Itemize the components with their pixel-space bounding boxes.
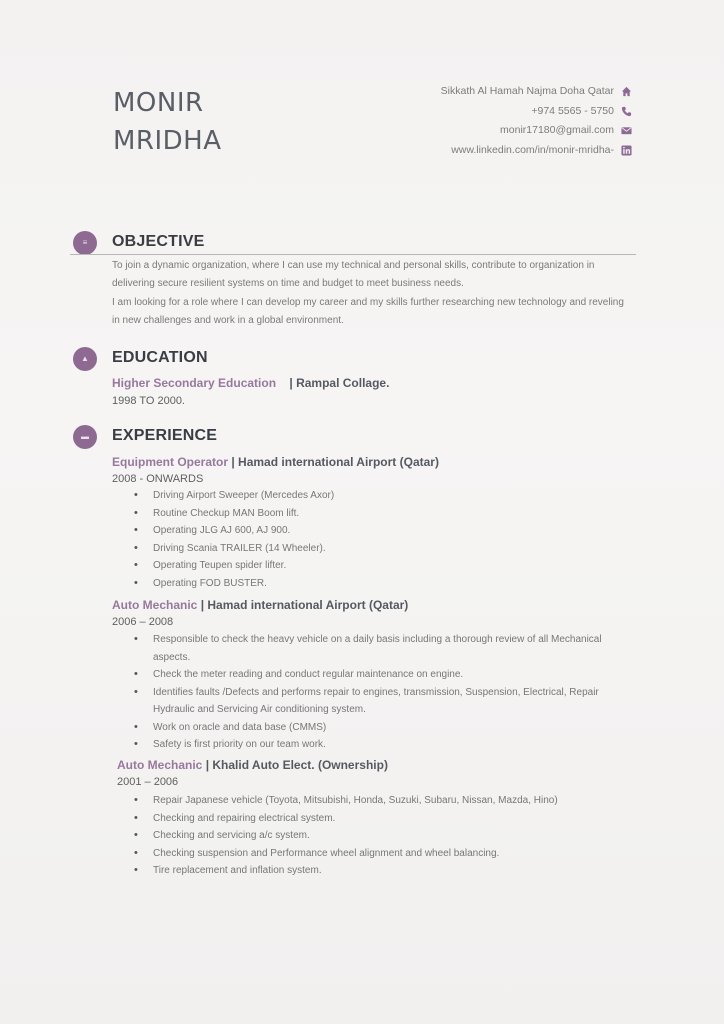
experience-section-icon: ▬ xyxy=(73,425,97,449)
job-1-duties xyxy=(134,487,624,592)
list-item: • Operating FOD BUSTER. xyxy=(134,575,624,593)
contact-address: Sikkath Al Hamah Najma Doha Qatar xyxy=(441,82,632,102)
list-item: • Routine Checkup MAN Boom lift. xyxy=(134,505,624,523)
objective-divider xyxy=(70,254,636,255)
contact-block xyxy=(441,82,632,160)
list-item: • Driving Airport Sweeper (Mercedes Axor) xyxy=(134,487,624,505)
job-2-title: Auto Mechanic | Hamad international Airport (Qatar) xyxy=(112,598,409,612)
job-1-title: Equipment Operator | Hamad international Airport (Qatar) xyxy=(112,455,439,469)
education-dates: 1998 TO 2000. xyxy=(112,395,185,407)
list-item: • Safety is first priority on our team work. xyxy=(134,736,634,754)
experience-heading: EXPERIENCE xyxy=(112,427,218,444)
phone-icon xyxy=(621,106,632,117)
list-item: • Checking suspension and Performance wheel alignment and wheel balancing. xyxy=(134,845,639,863)
email-icon xyxy=(621,125,632,136)
list-item: • Driving Scania TRAILER (14 Wheeler). xyxy=(134,540,624,558)
first-name: MONIR xyxy=(113,88,204,118)
linkedin-icon xyxy=(621,145,632,156)
job-2-duties xyxy=(134,631,634,754)
job-3-title: Auto Mechanic | Khalid Auto Elect. (Ownership) xyxy=(117,758,388,772)
list-item: • Identifies faults /Defects and performs repair to engines, transmission, Suspension, Electrical, Repair Hydraulic and Servicing Air conditioning system. xyxy=(134,684,634,719)
objective-heading: OBJECTIVE xyxy=(112,233,205,250)
list-item: • Checking and repairing electrical system. xyxy=(134,810,639,828)
objective-section-icon: ≡ xyxy=(73,231,97,255)
objective-paragraph-2: I am looking for a role where I can develop my career and my skills further researching new technology and reveling in new challenges and work in a global environment. xyxy=(112,297,624,326)
job-2-dates: 2006 – 2008 xyxy=(112,616,174,628)
list-item: • Tire replacement and inflation system. xyxy=(134,862,639,880)
last-name: MRIDHA xyxy=(113,126,222,156)
list-item: • Operating JLG AJ 600, AJ 900. xyxy=(134,522,624,540)
list-item: • Responsible to check the heavy vehicle on a daily basis including a thorough review of all Mechanical aspects. xyxy=(134,631,634,666)
list-item: • Repair Japanese vehicle (Toyota, Mitsubishi, Honda, Suzuki, Subaru, Nissan, Mazda, Hino) xyxy=(134,792,639,810)
education-degree: Higher Secondary Education xyxy=(112,376,277,390)
candidate-name xyxy=(113,84,222,160)
list-item: • Work on oracle and data base (CMMS) xyxy=(134,719,634,737)
job-3-duties xyxy=(134,792,639,880)
contact-email[interactable]: monir17180@gmail.com xyxy=(441,121,632,141)
list-item: • Check the meter reading and conduct regular maintenance on engine. xyxy=(134,666,634,684)
list-item: • Checking and servicing a/c system. xyxy=(134,827,639,845)
job-3-dates: 2001 – 2006 xyxy=(117,776,179,788)
education-heading: EDUCATION xyxy=(112,349,208,366)
contact-phone: +974 5565 - 5750 xyxy=(441,102,632,122)
home-icon xyxy=(621,86,632,97)
objective-paragraph-1: To join a dynamic organization, where I can use my technical and personal skills, contribute to organization in delivering secure resilient systems on time and budget to meet business needs. xyxy=(112,260,595,289)
job-1-dates: 2008 - ONWARDS xyxy=(112,473,204,485)
list-item: • Operating Teupen spider lifter. xyxy=(134,557,624,575)
education-section-icon: ▲ xyxy=(73,347,97,371)
contact-linkedin[interactable]: www.linkedin.com/in/monir-mridha- xyxy=(441,141,632,161)
education-entry-title xyxy=(112,375,389,391)
education-school: | Rampal Collage. xyxy=(289,376,390,390)
